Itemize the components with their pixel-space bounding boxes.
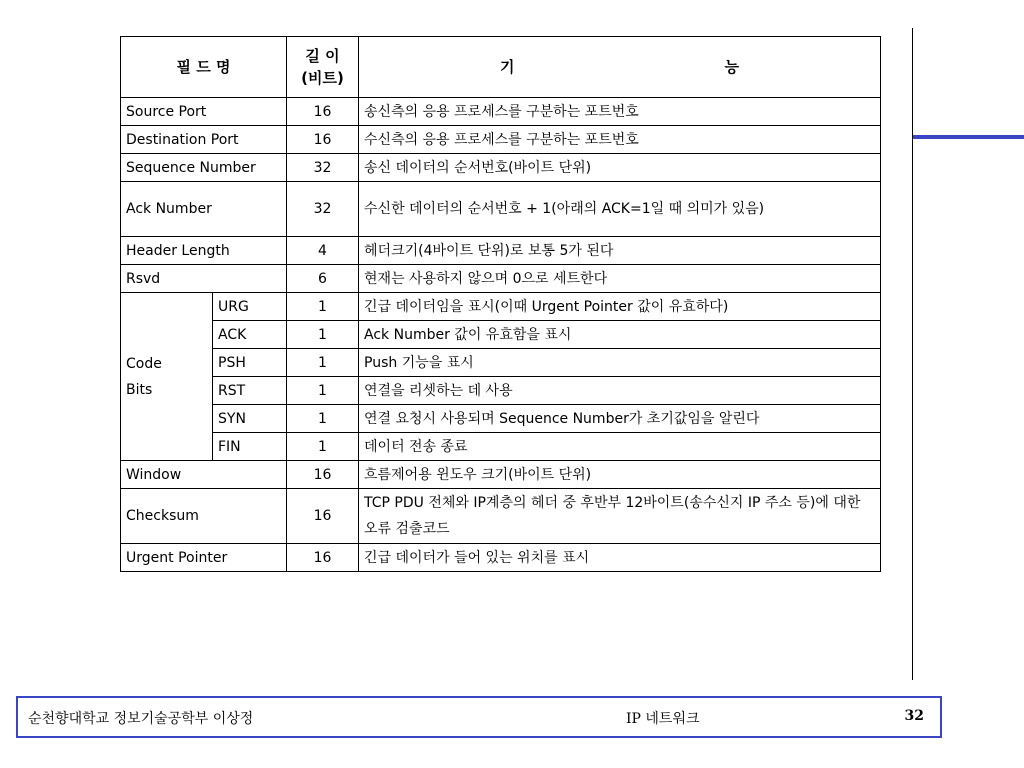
length-cell: 6 [287,265,359,293]
flag-cell: URG [213,293,287,321]
flag-cell: SYN [213,405,287,433]
description-cell: 송신측의 응용 프로세스를 구분하는 포트번호 [359,98,881,126]
length-cell: 16 [287,544,359,572]
length-cell: 16 [287,489,359,544]
header-length-line1: 길 이 [305,47,340,65]
length-cell: 1 [287,349,359,377]
table-row [121,237,881,265]
field-cell: Checksum [121,489,287,544]
slide-accent-bar [913,135,1024,139]
description-cell: 현재는 사용하지 않으며 0으로 세트한다 [359,265,881,293]
slide-divider-line [912,28,913,680]
header-length-line2: (비트) [301,69,344,87]
code-bits-row [121,405,881,433]
code-bits-label-line1: Code [126,355,162,372]
footer-page-number: 32 [904,708,924,724]
description-cell: Push 기능을 표시 [359,349,881,377]
table-header-row [121,37,881,98]
table-row [121,154,881,182]
description-cell: 흐름제어용 윈도우 크기(바이트 단위) [359,461,881,489]
code-bits-row [121,349,881,377]
length-cell: 1 [287,321,359,349]
description-cell: 헤더크기(4바이트 단위)로 보통 5가 된다 [359,237,881,265]
length-cell: 4 [287,237,359,265]
code-bits-row [121,321,881,349]
table-row [121,544,881,572]
field-cell: Ack Number [121,182,287,237]
field-cell: Header Length [121,237,287,265]
flag-cell: FIN [213,433,287,461]
header-field-name: 필 드 명 [121,37,287,98]
field-cell: Window [121,461,287,489]
table-row [121,182,881,237]
length-cell: 16 [287,98,359,126]
footer-course-title: IP 네트워크 [626,711,700,727]
length-cell: 32 [287,182,359,237]
code-bits-label [121,293,213,461]
table-row [121,489,881,544]
description-cell: Ack Number 값이 유효함을 표시 [359,321,881,349]
table-row [121,126,881,154]
table-row [121,461,881,489]
code-bits-label-line2: Bits [126,381,153,398]
description-cell: 연결 요청시 사용되며 Sequence Number가 초기값임을 알린다 [359,405,881,433]
tcp-header-table [120,36,881,572]
code-bits-row [121,293,881,321]
length-cell: 32 [287,154,359,182]
header-length [287,37,359,98]
length-cell: 16 [287,461,359,489]
description-cell: 긴급 데이터임을 표시(이때 Urgent Pointer 값이 유효하다) [359,293,881,321]
field-cell: Source Port [121,98,287,126]
length-cell: 1 [287,377,359,405]
length-cell: 16 [287,126,359,154]
table-row [121,98,881,126]
header-function-part2: 능 [724,58,740,76]
description-cell: TCP PDU 전체와 IP계층의 헤더 중 후반부 12바이트(송수신지 IP 주소 등)에 대한 오류 검출코드 [359,489,881,544]
field-cell: Urgent Pointer [121,544,287,572]
description-cell: 수신한 데이터의 순서번호 + 1(아래의 ACK=1일 때 의미가 있음) [359,182,881,237]
header-function-part1: 기 [500,58,515,76]
footer-author: 순천향대학교 정보기술공학부 이상정 [28,711,254,727]
length-cell: 1 [287,433,359,461]
table-row [121,265,881,293]
length-cell: 1 [287,293,359,321]
description-cell: 데이터 전송 종료 [359,433,881,461]
flag-cell: PSH [213,349,287,377]
slide-footer [16,696,942,738]
header-function [359,37,881,98]
flag-cell: RST [213,377,287,405]
length-cell: 1 [287,405,359,433]
description-cell: 연결을 리셋하는 데 사용 [359,377,881,405]
flag-cell: ACK [213,321,287,349]
field-cell: Rsvd [121,265,287,293]
code-bits-row [121,433,881,461]
description-cell: 긴급 데이터가 들어 있는 위치를 표시 [359,544,881,572]
description-cell: 수신측의 응용 프로세스를 구분하는 포트번호 [359,126,881,154]
field-cell: Destination Port [121,126,287,154]
field-cell: Sequence Number [121,154,287,182]
description-cell: 송신 데이터의 순서번호(바이트 단위) [359,154,881,182]
code-bits-row [121,377,881,405]
